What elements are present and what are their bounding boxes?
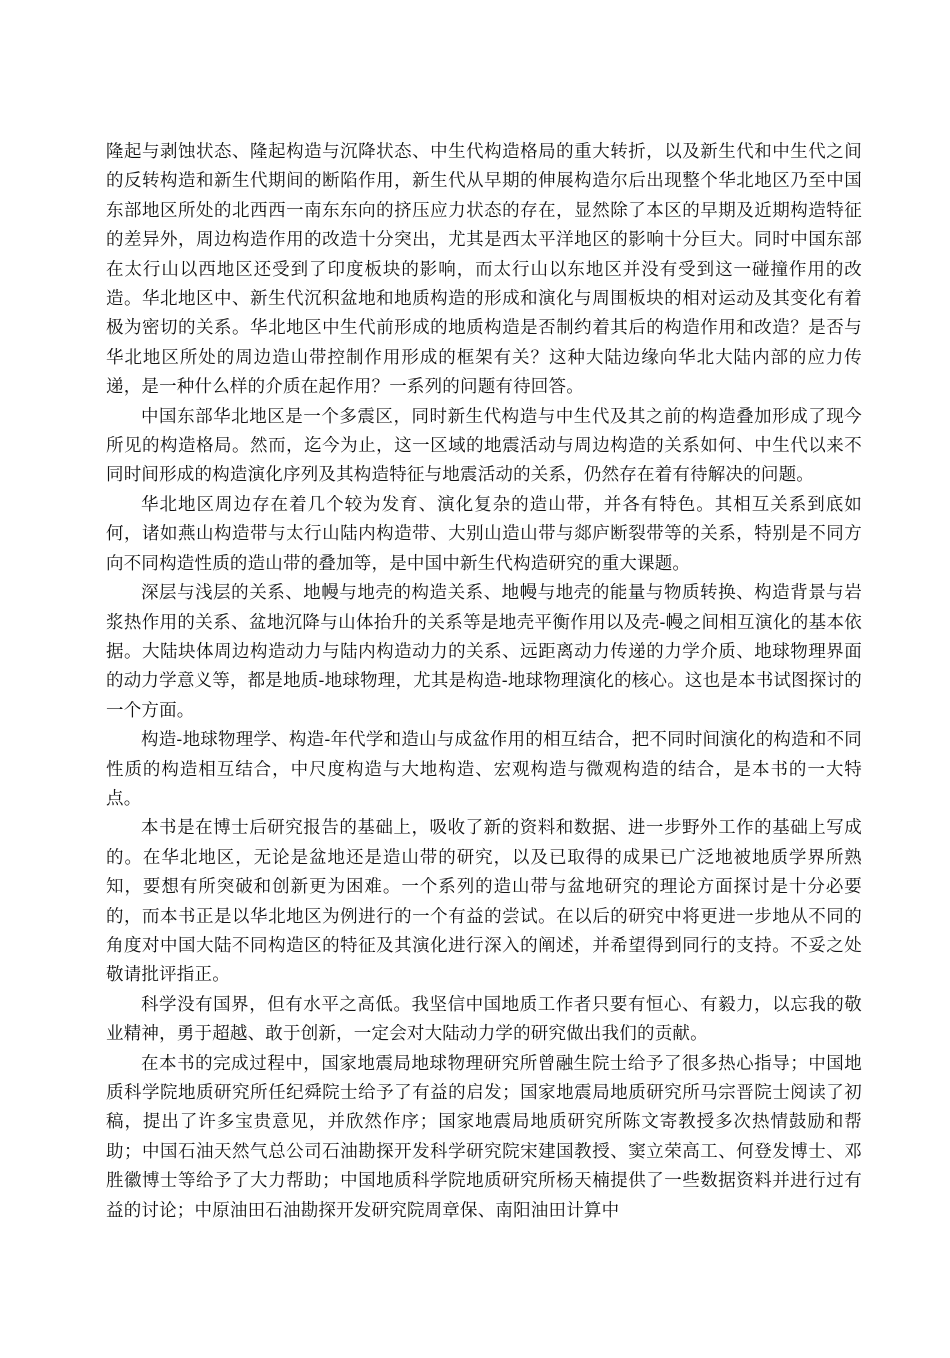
paragraph-crust-mantle: 深层与浅层的关系、地幔与地壳的构造关系、地幔与地壳的能量与物质转换、构造背景与岩浆热作用的关系、盆地沉降与山体抬升的关系等是地壳平衡作用以及壳-幔之间相互演化的基本依据。大陆块体周边构造动力与陆内构造动力的关系、远距离动力传递的力学介质、地球物理界面的动力学意义等，都是地质-地球物理，尤其是构造-地球物理演化的核心。这也是本书试图探讨的一个方面。 — [106, 583, 862, 721]
paragraph-seismicity: 中国东部华北地区是一个多震区，同时新生代构造与中生代及其之前的构造叠加形成了现今所见的构造格局。然而，迄今为止，这一区域的地震活动与周边构造的关系如何、中生代以来不同时间形成的构造演化序列及其构造特征与地震活动的关系，仍然存在着有待解决的问题。 — [106, 406, 862, 486]
paragraph-continuation: 隆起与剥蚀状态、隆起构造与沉降状态、中生代构造格局的重大转折，以及新生代和中生代之间的反转构造和新生代期间的断陷作用，新生代从早期的伸展构造尔后出现整个华北地区乃至中国东部地区所处的北西西一南东东向的挤压应力状态的存在，显然除了本区的早期及近期构造特征的差异外，周边构造作用的改造十分突出，尤其是西太平洋地区的影响十分巨大。同时中国东部在太行山以西地区还受到了印度板块的影响，而太行山以东地区并没有受到这一碰撞作用的改造。华北地区中、新生代沉积盆地和地质构造的形成和演化与周围板块的相对运动及其变化有着极为密切的关系。华北地区中生代前形成的地质构造是否制约着其后的构造作用和改造？是否与华北地区所处的周边造山带控制作用形成的框架有关？这种大陆边缘向华北大陆内部的应力传递，是一种什么样的介质在起作用？一系列的问题有待回答。 — [106, 142, 862, 398]
paragraph-orogenic-belts: 华北地区周边存在着几个较为发育、演化复杂的造山带，并各有特色。其相互关系到底如何，诸如燕山构造带与太行山陆内构造带、大别山造山带与郯庐断裂带等的关系，特别是不同方向不同构造性质的造山带的叠加等，是中国中新生代构造研究的重大课题。 — [106, 494, 862, 574]
document-page — [106, 138, 862, 1226]
paragraph-book-features: 构造-地球物理学、构造-年代学和造山与成盆作用的相互结合，把不同时间演化的构造和不同性质的构造相互结合，中尺度构造与大地构造、宏观构造与微观构造的结合，是本书的一大特点。 — [106, 730, 862, 809]
paragraph-book-origin: 本书是在博士后研究报告的基础上，吸收了新的资料和数据、进一步野外工作的基础上写成的。在华北地区，无论是盆地还是造山带的研究，以及已取得的成果已广泛地被地质学界所熟知，要想有所突破和创新更为困难。一个系列的造山带与盆地研究的理论方面探讨是十分必要的，而本书正是以华北地区为例进行的一个有益的尝试。在以后的研究中将更进一步地从不同的角度对中国大陆不同构造区的特征及其演化进行深入的阐述，并希望得到同行的支持。不妥之处敬请批评指正。 — [106, 818, 862, 986]
paragraph-acknowledgements: 在本书的完成过程中，国家地震局地球物理研究所曾融生院士给予了很多热心指导；中国地质科学院地质研究所任纪舜院士给予了有益的启发；国家地震局地质研究所马宗晋院士阅读了初稿，提出了许多宝贵意见，并欣然作序；国家地震局地质研究所陈文寄教授多次热情鼓励和帮助；中国石油天然气总公司石油勘探开发科学研究院宋建国教授、窦立荣高工、何登发博士、邓胜徽博士等给予了大力帮助；中国地质科学院地质研究所杨天楠提供了一些数据资料并进行过有益的讨论；中原油田石油勘探开发研究院周章保、南阳油田计算中 — [106, 1053, 862, 1221]
paragraph-science: 科学没有国界，但有水平之高低。我坚信中国地质工作者只要有恒心、有毅力，以忘我的敬业精神，勇于超越、敢于创新，一定会对大陆动力学的研究做出我们的贡献。 — [106, 994, 862, 1045]
